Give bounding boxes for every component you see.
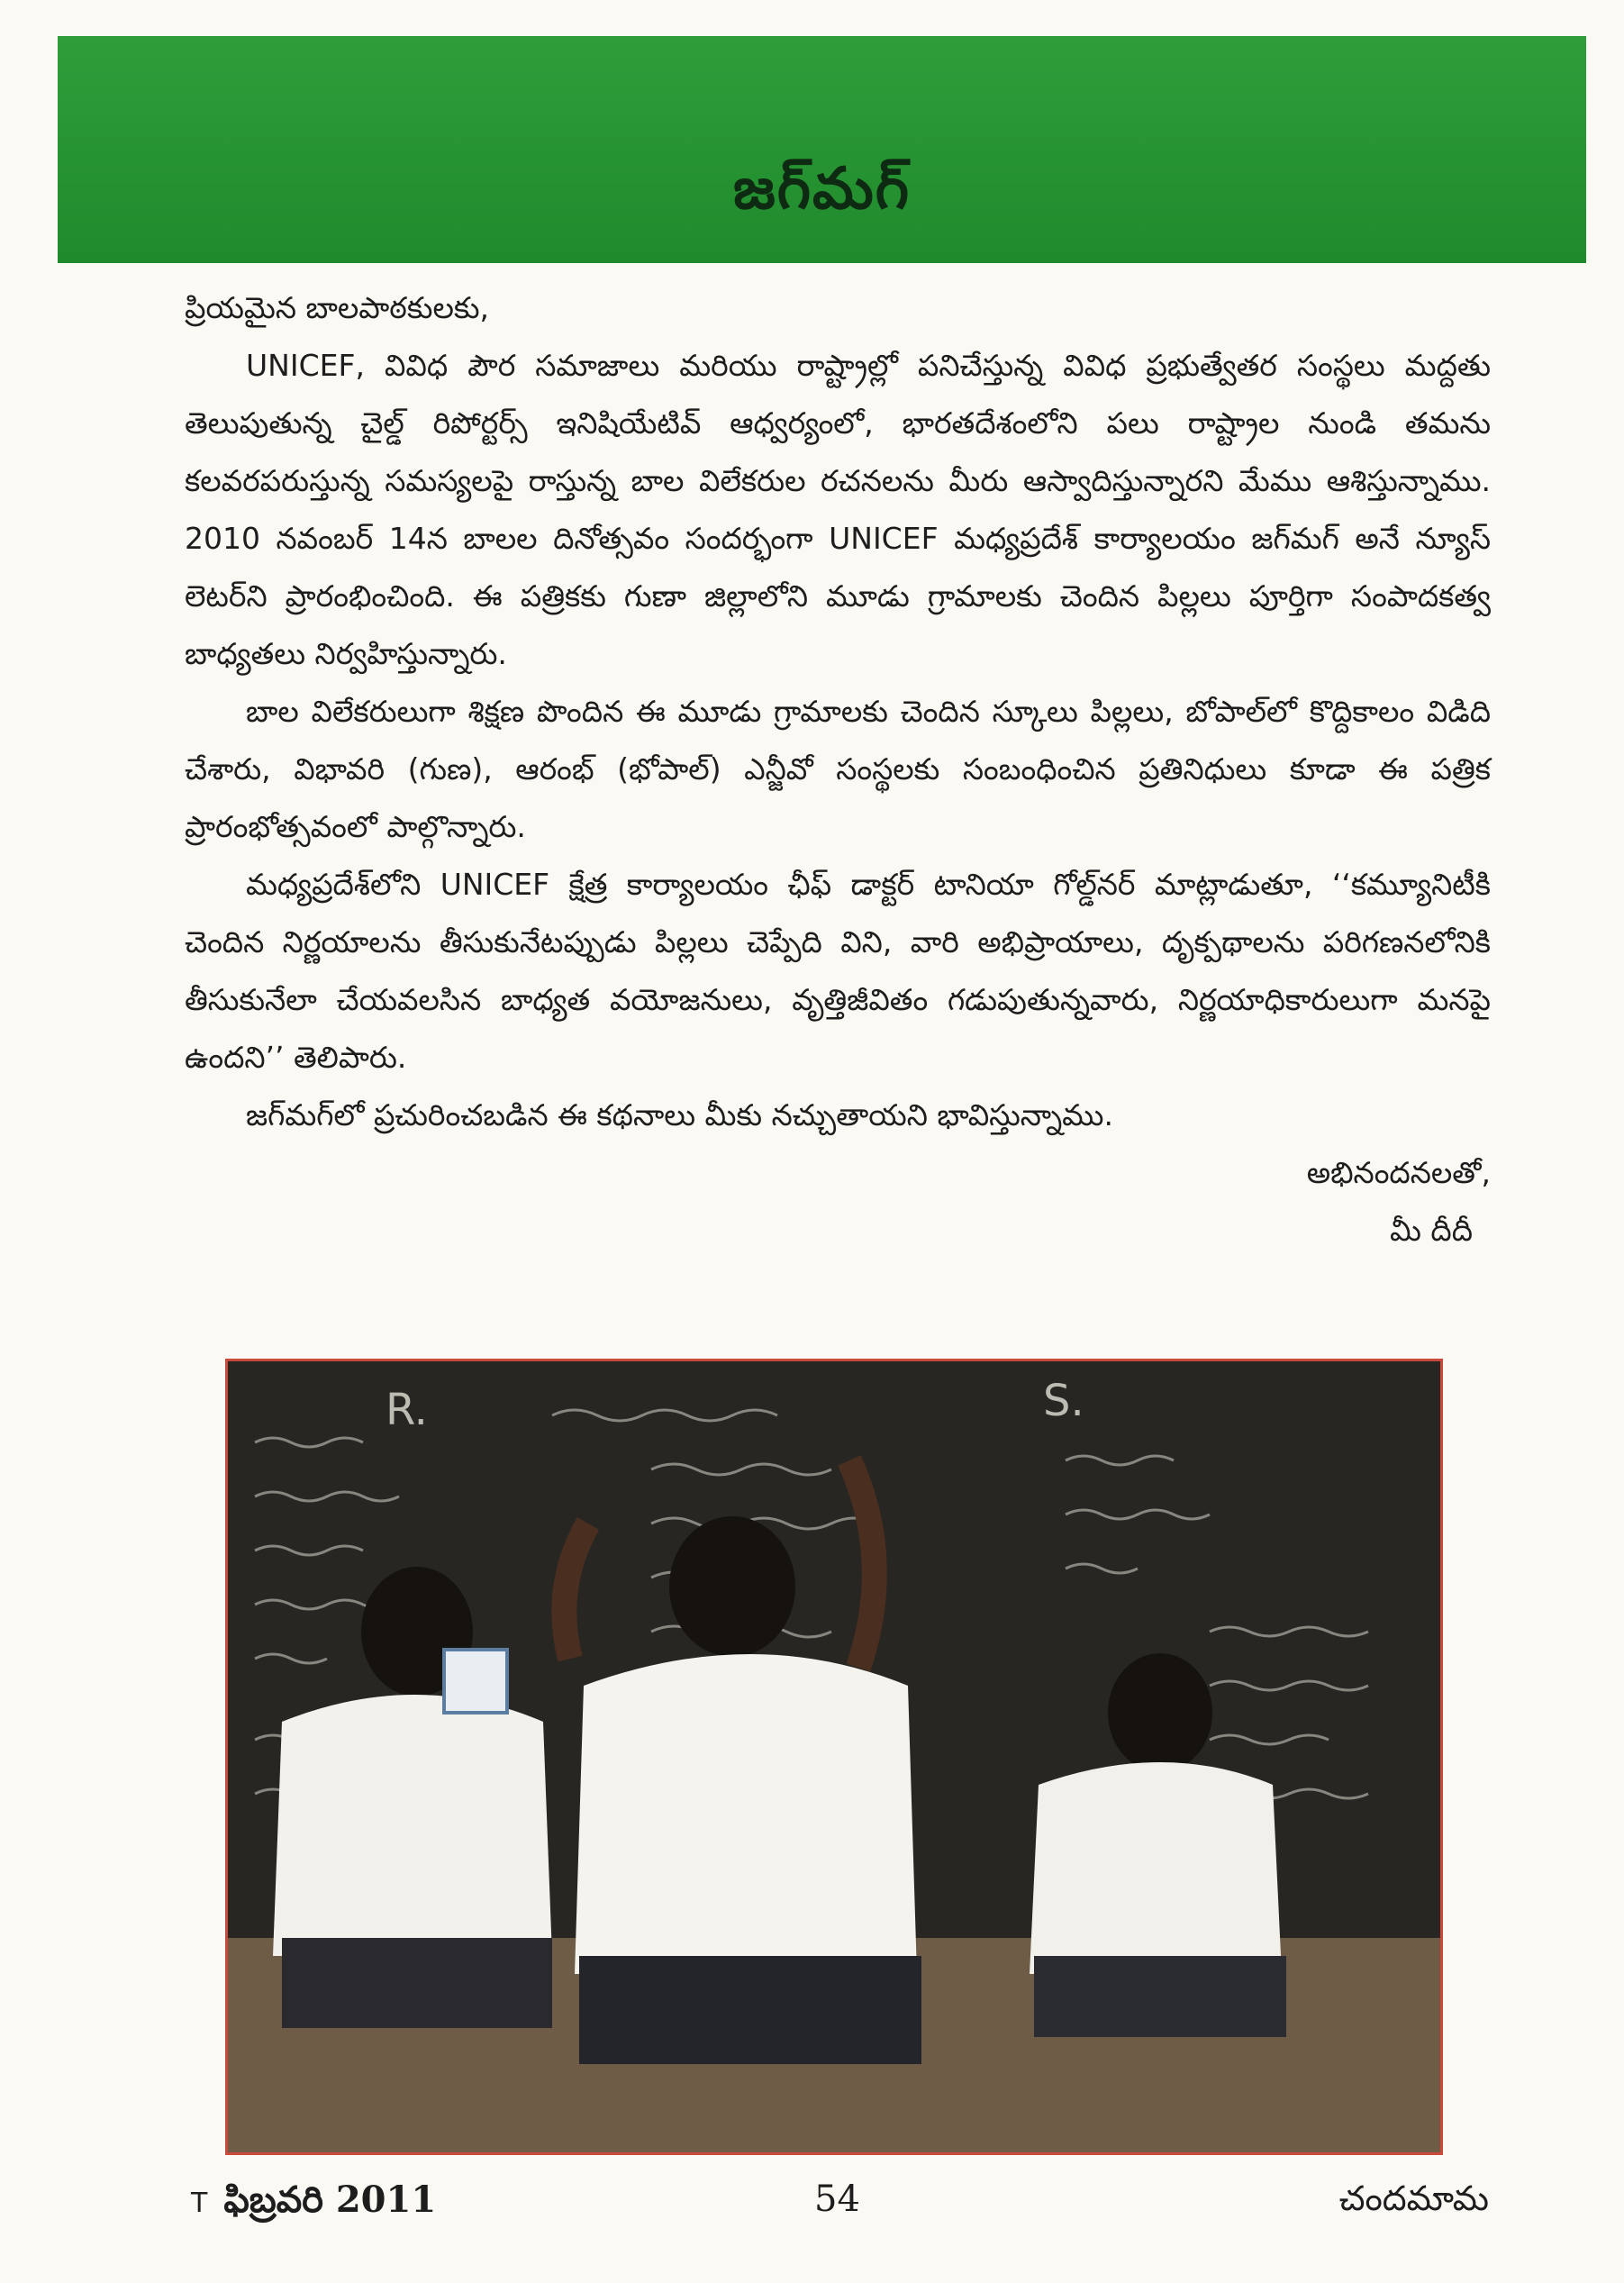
page-title: జగ్‌మగ్ [732, 156, 912, 223]
editor-letter [185, 279, 1491, 1260]
letter-closing: అభినందనలతో, [1306, 1155, 1491, 1190]
letter-paragraph: UNICEF, వివిధ పౌర సమాజాలు మరియు రాష్ట్రాల్లో పనిచేస్తున్న వివిధ ప్రభుత్వేతర సంస్థలు మద్దతు తెలుపుతున్న చైల్డ్ రిపోర్టర్స్ ఇనిషియేటివ్ ఆధ్వర్యంలో, భారతదేశంలోని పలు రాష్ట్రాల నుండి తమను కలవరపరుస్తున్న సమస్యలపై రాస్తున్న బాల విలేకరుల రచనలను మీరు ఆస్వాదిస్తున్నారని మేము ఆశిస్తున్నాము. 2010 నవంబర్ 14న బాలల దినోత్సవం సందర్భంగా UNICEF మధ్యప్రదేశ్ కార్యాలయం జగ్‌మగ్ అనే న్యూస్ లెటర్‌ని ప్రారంభించింది. ఈ పత్రికకు గుణా జిల్లాలోని మూడు గ్రామాలకు చెందిన పిల్లలు పూర్తిగా సంపాదకత్వ బాధ్యతలు నిర్వహిస్తున్నారు. [185, 348, 1491, 671]
letter-signature: మీ దీదీ [1390, 1213, 1473, 1248]
chalk-name-left: R. [386, 1385, 428, 1435]
magazine-name: చందమామ [1338, 2178, 1489, 2218]
letter-paragraph: బాల విలేకరులుగా శిక్షణ పొందిన ఈ మూడు గ్రామాలకు చెందిన స్కూలు పిల్లలు, బోపాల్‌లో కొద్దికాలం విడిది చేశారు, విభావరి (గుణ), ఆరంభ్ (భోపాల్) ఎన్జీవో సంస్థలకు సంబంధించిన ప్రతినిధులు కూడా ఈ పత్రిక ప్రారంభోత్సవంలో పాల్గొన్నారు. [185, 694, 1491, 844]
footer-marker: T [191, 2187, 208, 2219]
letter-paragraph: జగ్‌మగ్‌లో ప్రచురించబడిన ఈ కథనాలు మీకు నచ్చుతాయని భావిస్తున్నాము. [246, 1097, 1113, 1132]
photo-children-at-blackboard [225, 1359, 1443, 2155]
footer-date [191, 2178, 436, 2230]
header-band [58, 36, 1586, 263]
chalk-name-right: S. [1043, 1376, 1084, 1426]
photo-illustration [228, 1361, 1440, 2152]
page-number: 54 [814, 2178, 860, 2220]
letter-paragraph: మధ్యప్రదేశ్‌లోని UNICEF క్షేత్ర కార్యాలయం ఛీఫ్ డాక్టర్ టానియా గోల్డ్‌నర్ మాట్లాడుతూ, ‘‘కమ్యూనిటీకి చెందిన నిర్ణయాలను తీసుకునేటప్పుడు పిల్లలు చెప్పేది విని, వారి అభిప్రాయాలు, దృక్పథాలను పరిగణనలోనికి తీసుకునేలా చేయవలసిన బాధ్యత వయోజనులు, వృత్తిజీవితం గడుపుతున్నవారు, నిర్ణయాధికారులుగా మనపై ఉందని’’ తెలిపారు. [185, 867, 1491, 1075]
page-footer [0, 2178, 1624, 2242]
footer-date-text: ఫిబ్రవరి 2011 [223, 2178, 437, 2221]
letter-salutation: ప్రియమైన బాలపాఠకులకు, [185, 290, 490, 325]
